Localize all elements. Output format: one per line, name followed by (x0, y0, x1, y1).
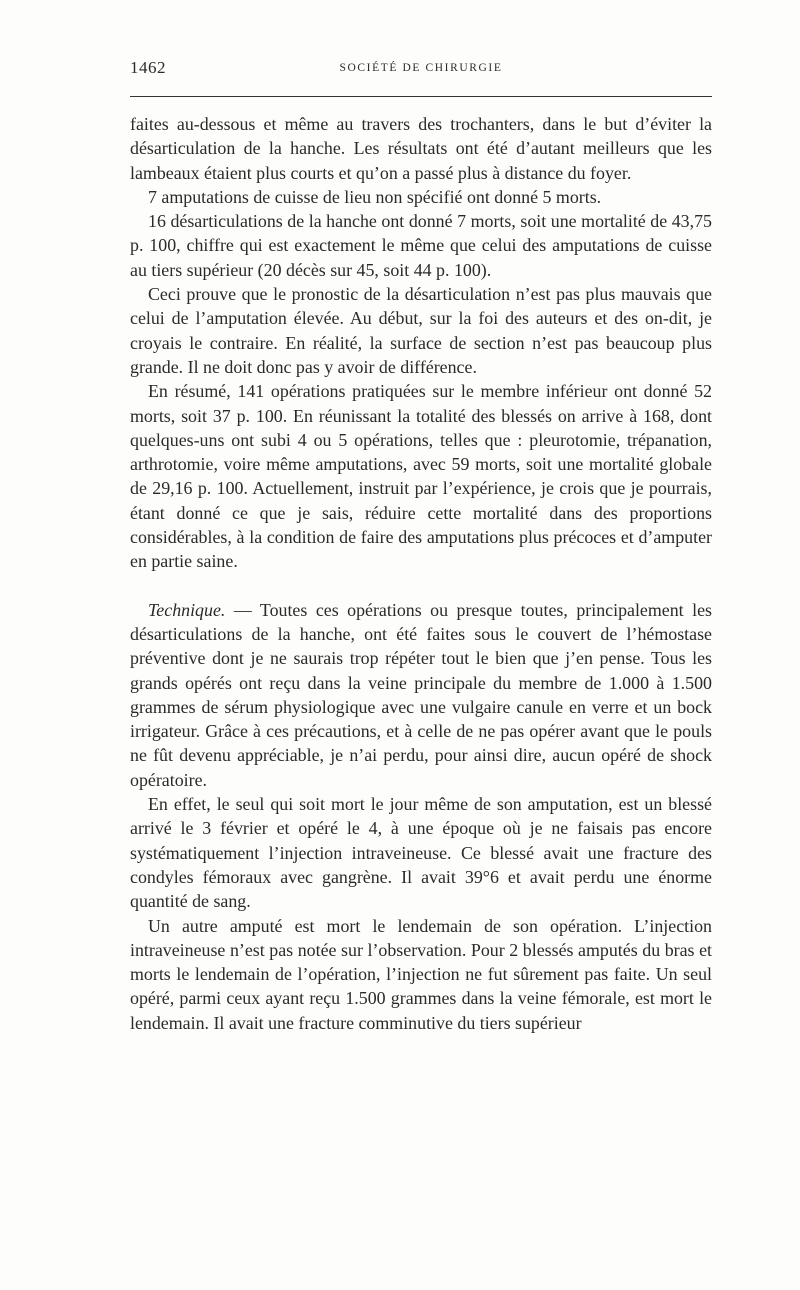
paragraph-1: faites au-dessous et même au travers des trochanters, dans le but d’éviter la désarticulation de la hanche. Les résultats ont été d’autant meilleurs que les lambeaux étaient plus courts et qu’on a passé plus à distance du foyer. (130, 114, 712, 183)
body-text (130, 112, 712, 1035)
page-number: 1462 (130, 58, 166, 77)
section-heading-technique: Technique. (148, 599, 226, 620)
running-title: SOCIÉTÉ DE CHIRURGIE (339, 62, 503, 74)
paragraph-7: En effet, le seul qui soit mort le jour même de son amputation, est un blessé arrivé le 3 février et opéré le 4, à une époque où je ne faisais pas encore systématiquement l’injection intraveineuse. Ce blessé avait une fracture des condyles fémoraux avec gangrène. Il avait 39°6 et avait perdu une énorme quantité de sang. (130, 794, 712, 912)
paragraph-8: Un autre amputé est mort le lendemain de son opération. L’injection intraveineuse n’est pas notée sur l’observation. Pour 2 blessés amputés du bras et morts le lendemain de l’opération, l’injection ne fut sûrement pas faite. Un seul opéré, parmi ceux ayant reçu 1.500 grammes dans la veine fémorale, est mort le lendemain. Il avait une fracture comminutive du tiers supérieur (130, 915, 712, 1033)
paragraph-4: Ceci prouve que le pronostic de la désarticulation n’est pas plus mauvais que celui de l’amputation élevée. Au début, sur la foi des auteurs et des on-dit, je croyais le contraire. En réalité, la surface de section n’est pas beaucoup plus grande. Il ne doit donc pas y avoir de différence. (130, 284, 712, 377)
paragraph-technique-text: — Toutes ces opérations ou presque toutes, principalement les désarticulations de la hanche, ont été faites sous le couvert de l’hémostase préventive dont je ne saurais trop répéter tout le bien que j’en pense. Tous les grands opérés ont reçu dans la veine principale du membre de 1.000 à 1.500 grammes de sérum physiologique avec une vulgaire canule en verre et un bock irrigateur. Grâce à ces précautions, et à celle de ne pas opérer avant que le pouls ne fût devenu appréciable, je n’ai perdu, pour ainsi dire, aucun opéré de shock opératoire. (130, 599, 712, 790)
paragraph-5: En résumé, 141 opérations pratiquées sur le membre inférieur ont donné 52 morts, soit 37 p. 100. En réunissant la totalité des blessés on arrive à 168, dont quelques-uns ont subi 4 ou 5 opérations, telles que : pleurotomie, trépanation, arthrotomie, voire même amputations, avec 59 morts, soit une mortalité globale de 29,16 p. 100. Actuellement, instruit par l’expérience, je crois que je pourrais, étant donné ce que je sais, réduire cette mortalité dans des proportions considérables, à la condition de faire des amputations plus précoces et d’amputer en partie saine. (130, 381, 712, 572)
paragraph-2: 7 amputations de cuisse de lieu non spécifié ont donné 5 morts. (148, 186, 602, 207)
header-rule (130, 96, 712, 97)
page-header (130, 58, 712, 82)
paragraph-3: 16 désarticulations de la hanche ont donné 7 morts, soit une mortalité de 43,75 p. 100, chiffre qui est exactement le même que celui des amputations de cuisse au tiers supérieur (20 décès sur 45, soit 44 p. 100). (130, 211, 712, 280)
paragraph-technique (130, 598, 712, 792)
